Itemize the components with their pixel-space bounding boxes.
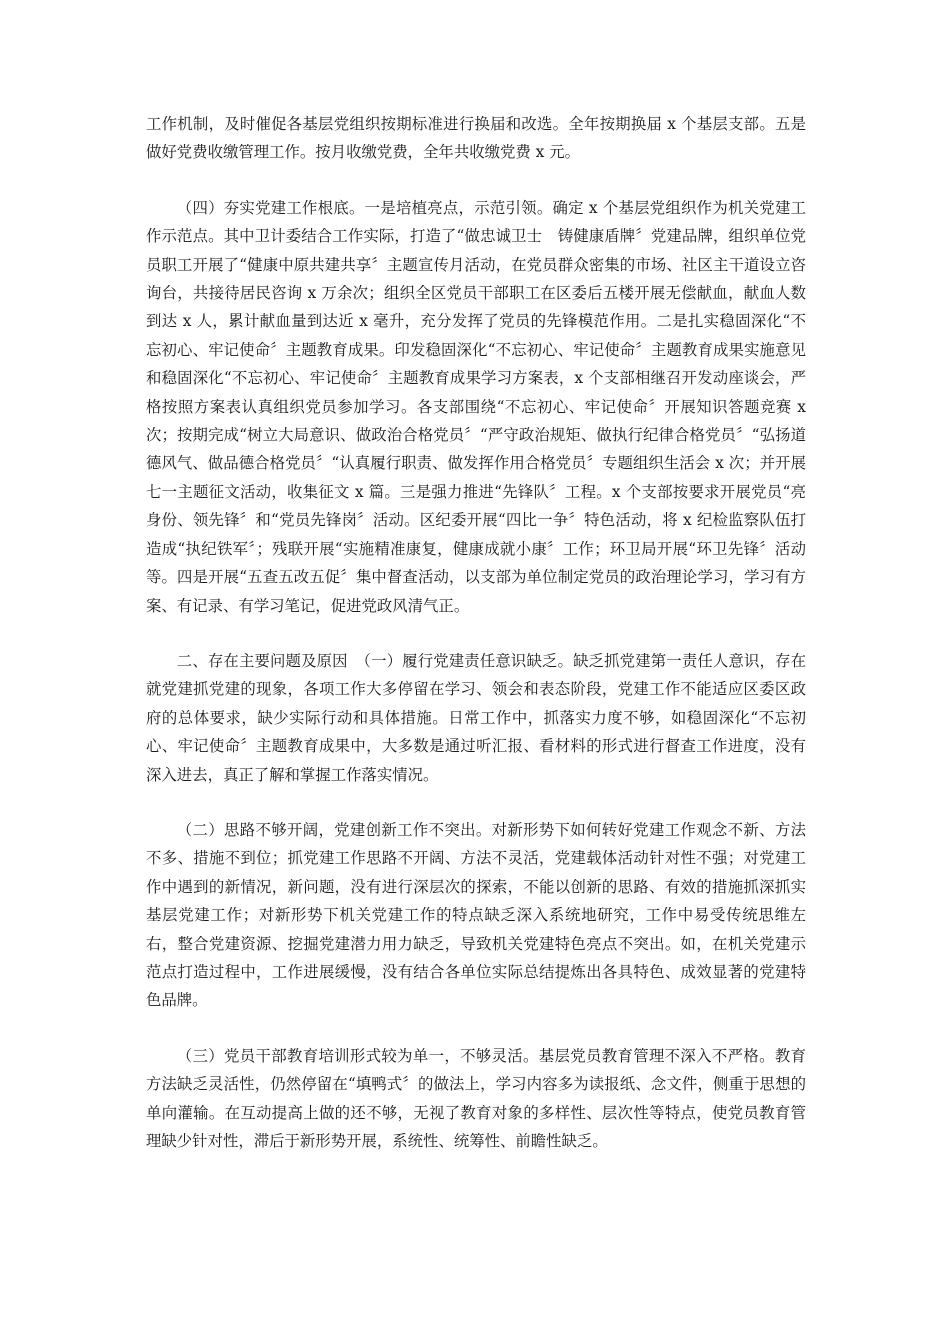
paragraph-problems-training: （三）党员干部教育培训形式较为单一，不够灵活。基层党员教育管理不深入不严格。教育方法缺乏灵活性，仍然停留在“填鸭式〞的做法上，学习内容多为读报纸、念文件，侧重于思想的单向灌输。在互动提高上做的还不够，无视了教育对象的多样性、层次性等特点，使党员教育管理缺少针对性，滞后于新形势开展，系统性、统筹性、前瞻性缺乏。 <box>146 1046 806 1150</box>
paragraph-party-election-fees: 工作机制，及时催促各基层党组织按期标准进行换届和改选。全年按期换届 x 个基层支部。五是做好党费收缴管理工作。按月收缴党费，全年共收缴党费 x 元。 <box>146 115 806 162</box>
paragraph-problems-innovation: （二）思路不够开阔，党建创新工作不突出。对新形势下如何转好党建工作观念不新、方法不多、措施不到位；抓党建工作思路不开阔、方法不灵活，党建载体活动针对性不强；对党建工作中遇到的新情况，新问题，没有进行深层次的探索，不能以创新的思路、有效的措施抓深抓实基层党建工作；对新形势下机关党建工作的特点缺乏深入系统地研究，工作中易受传统思维左右，整合党建资源、挖掘党建潜力用力缺乏，导致机关党建特色亮点不突出。如，在机关党建示范点打造过程中，工作进展缓慢，没有结合各单位实际总结提炼出各具特色、成效显著的党建特色品牌。 <box>146 820 806 1010</box>
paragraph-section-four-foundation: （四）夯实党建工作根底。一是培植亮点，示范引领。确定 x 个基层党组织作为机关党建工作示范点。其中卫计委结合工作实际，打造了“做忠诚卫士 铸健康盾牌〞党建品牌，组织单位党员职工开展了“健康中原共建共享〞主题宣传月活动，在党员群众密集的市场、社区主干道设立咨询台，共接待居民咨询 x 万余次；组织全区党员干部职工在区委后五楼开展无偿献血，献血人数到达 x 人，累计献血量到达近 x 毫升，充分发挥了党员的先锋模范作用。二是扎实稳固深化“不忘初心、牢记使命〞主题教育成果。印发稳固深化“不忘初心、牢记使命〞主题教育成果实施意见和稳固深化“不忘初心、牢记使命〞主题教育成果学习方案表，x 个支部相继召开发动座谈会，严格按照方案表认真组织党员参加学习。各支部围绕“不忘初心、牢记使命〞开展知识答题竞赛 x 次；按期完成“树立大局意识、做政治合格党员〞“严守政治规矩、做执行纪律合格党员〞“弘扬道德风气、做品德合格党员〞“认真履行职责、做发挥作用合格党员〞专题组织生活会 x 次；并开展七一主题征文活动，收集征文 x 篇。三是强力推进“先锋队〞工程。x 个支部按要求开展党员“亮身份、领先锋〞和“党员先锋岗〞活动。区纪委开展“四比一争〞特色活动，将 x 纪检监察队伍打造成“执纪铁军〞；残联开展“实施精准康复，健康成就小康〞工作；环卫局开展“环卫先锋〞活动等。四是开展“五查五改五促〞集中督查活动，以支部为单位制定党员的政治理论学习，学习有方案、有记录、有学习笔记，促进党政风清气正。 <box>146 198 806 615</box>
document-page <box>146 110 806 1182</box>
paragraph-problems-responsibility: 二、存在主要问题及原因 （一）履行党建责任意识缺乏。缺乏抓党建第一责任人意识，存在就党建抓党建的现象，各项工作大多停留在学习、领会和表态阶段，党建工作不能适应区委区政府的总体要求，缺少实际行动和具体措施。日常工作中，抓落实力度不够，如稳固深化“不忘初心、牢记使命〞主题教育成果中，大多数是通过听汇报、看材料的形式进行督查工作进度，没有深入进去，真正了解和掌握工作落实情况。 <box>146 651 806 784</box>
